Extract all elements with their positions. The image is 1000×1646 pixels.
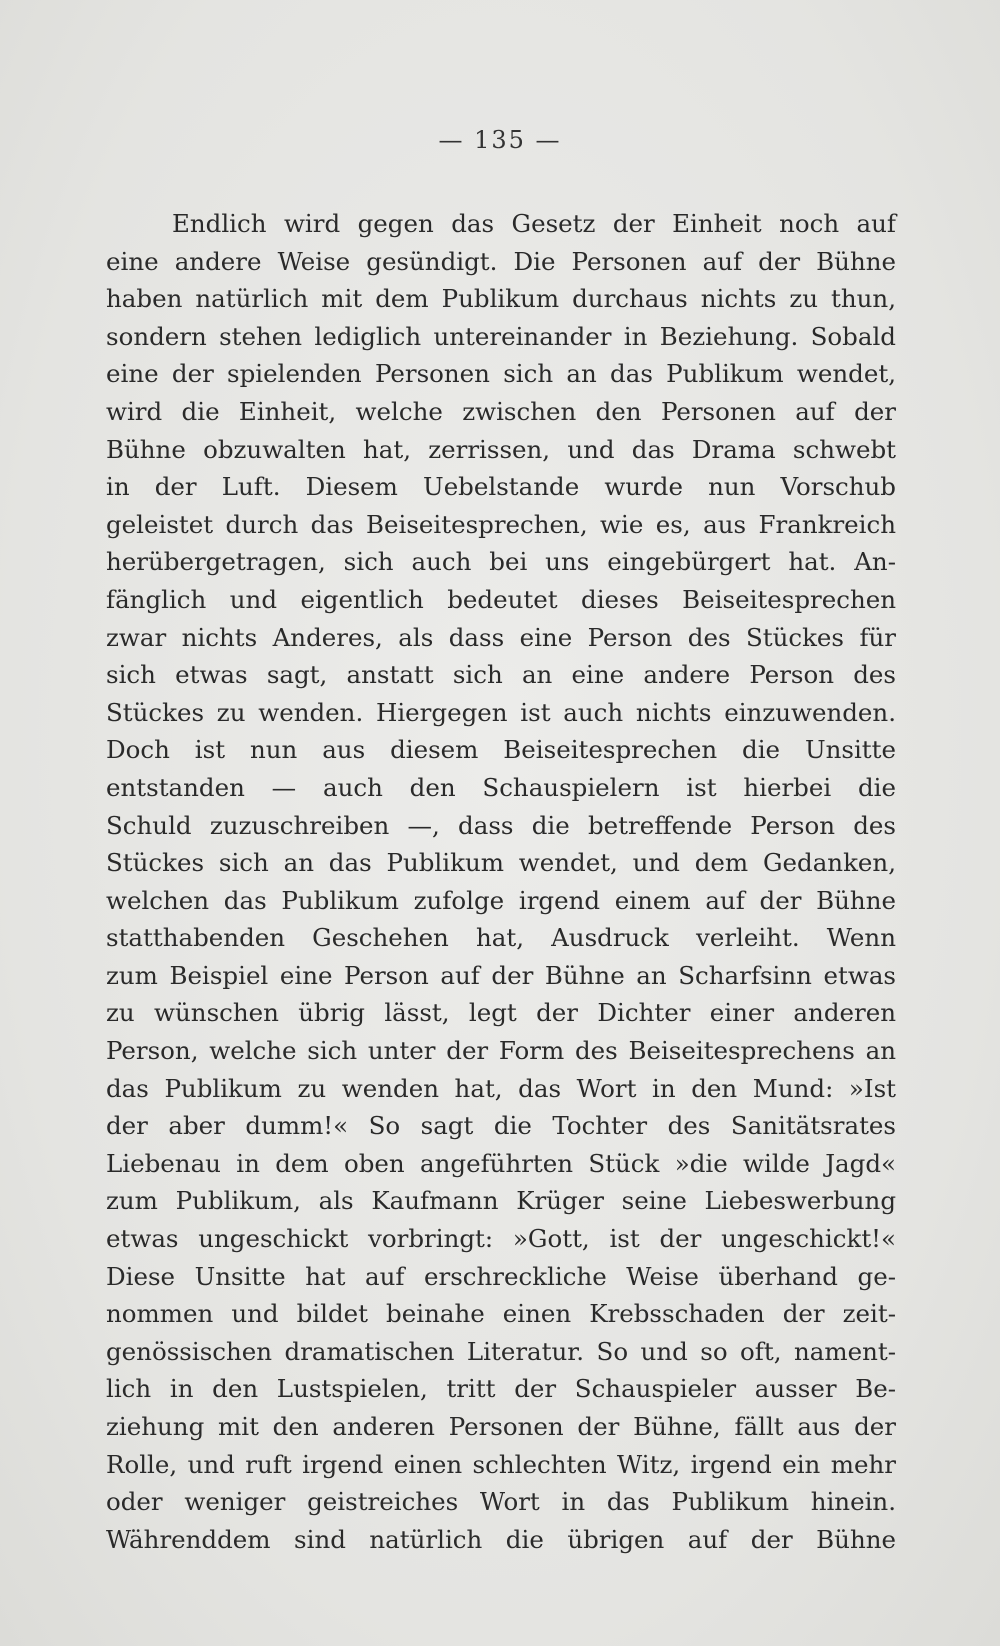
page-number: — 135 —	[438, 126, 562, 154]
text-line: Stückes sich an das Publikum wendet, und dem Gedanken,	[106, 848, 896, 878]
text-line: das Publikum zu wenden hat, das Wort in den Mund: »Ist	[106, 1073, 896, 1103]
text-line: Schuld zuzuschreiben —, dass die betreffende Person des	[106, 810, 896, 840]
text-line: oder weniger geistreiches Wort in das Publikum hinein.	[106, 1487, 896, 1517]
text-line: nommen und bildet beinahe einen Krebsschaden der zeit-	[106, 1299, 896, 1329]
text-line: in der Luft. Diesem Uebelstande wurde nun Vorschub	[106, 472, 896, 502]
text-line: haben natürlich mit dem Publikum durchaus nichts zu thun,	[106, 284, 896, 314]
text-line: Währenddem sind natürlich die übrigen auf der Bühne	[106, 1524, 896, 1554]
text-line: zwar nichts Anderes, als dass eine Person des Stückes für	[106, 622, 896, 652]
text-line: genössischen dramatischen Literatur. So und so oft, nament-	[106, 1336, 896, 1366]
text-line: zu wünschen übrig lässt, legt der Dichter einer anderen	[106, 998, 896, 1028]
text-line: Bühne obzuwalten hat, zerrissen, und das Drama schwebt	[106, 434, 896, 464]
text-line: eine der spielenden Personen sich an das Publikum wendet,	[106, 359, 896, 389]
text-line: zum Beispiel eine Person auf der Bühne an Scharfsinn etwas	[106, 960, 896, 990]
text-line: Stückes zu wenden. Hiergegen ist auch nichts einzuwenden.	[106, 697, 896, 727]
text-line: Endlich wird gegen das Gesetz der Einheit noch auf	[172, 209, 896, 238]
text-line: fänglich und eigentlich bedeutet dieses Beiseitesprechen	[106, 584, 896, 614]
text-line: der aber dumm!« So sagt die Tochter des Sanitätsrates	[106, 1111, 896, 1141]
text-line: lich in den Lustspielen, tritt der Schauspieler ausser Be-	[106, 1374, 896, 1404]
text-line: sondern stehen lediglich untereinander in Beziehung. Sobald	[106, 321, 896, 351]
text-line: welchen das Publikum zufolge irgend einem auf der Bühne	[106, 885, 896, 915]
text-line: ziehung mit den anderen Personen der Bühne, fällt aus der	[106, 1412, 896, 1441]
text-line: entstanden — auch den Schauspielern ist hierbei die	[106, 772, 896, 802]
text-line: Rolle, und ruft irgend einen schlechten Witz, irgend ein mehr	[106, 1449, 896, 1479]
text-line: wird die Einheit, welche zwischen den Personen auf der	[106, 396, 896, 426]
text-line: geleistet durch das Beiseitesprechen, wie es, aus Frankreich	[106, 509, 896, 539]
text-line: eine andere Weise gesündigt. Die Personen auf der Bühne	[106, 246, 896, 276]
text-line: sich etwas sagt, anstatt sich an eine andere Person des	[106, 660, 896, 690]
text-line: statthabenden Geschehen hat, Ausdruck verleiht. Wenn	[106, 923, 896, 953]
text-line: zum Publikum, als Kaufmann Krüger seine Liebeswerbung	[106, 1186, 896, 1216]
text-line: Diese Unsitte hat auf erschreckliche Weise überhand ge-	[106, 1261, 896, 1291]
text-line: Person, welche sich unter der Form des Beiseitesprechens an	[106, 1036, 896, 1066]
body-text	[106, 205, 896, 1558]
text-line: Liebenau in dem oben angeführten Stück »die wilde Jagd«	[106, 1148, 896, 1178]
text-line: Doch ist nun aus diesem Beiseitesprechen die Unsitte	[106, 735, 896, 765]
text-line: herübergetragen, sich auch bei uns eingebürgert hat. An-	[106, 547, 896, 577]
text-line: etwas ungeschickt vorbringt: »Gott, ist der ungeschickt!«	[106, 1224, 896, 1254]
